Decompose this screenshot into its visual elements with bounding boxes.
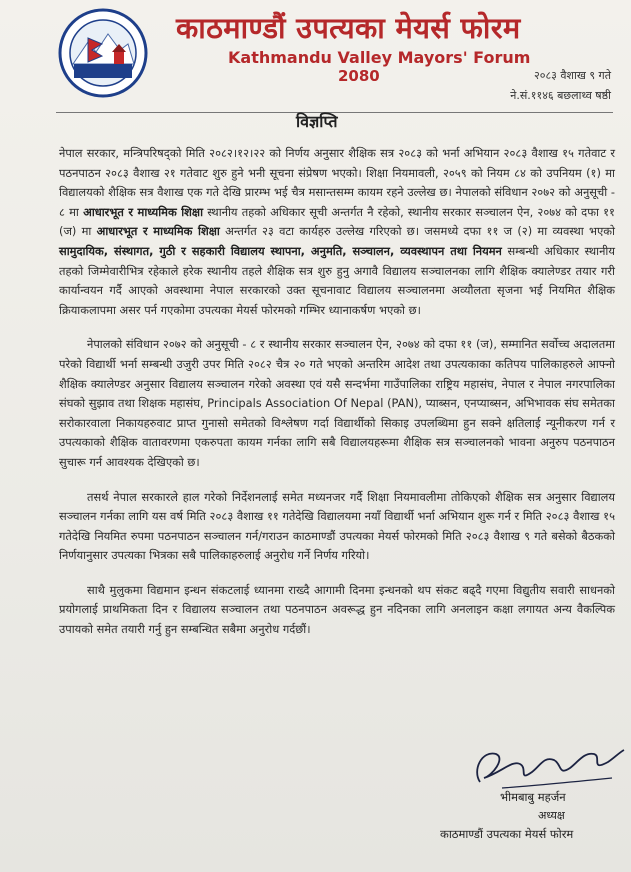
paragraph-3: तसर्थ नेपाल सरकारले हाल गरेको निर्देशनलाई समेत मध्यनजर गर्दै शिक्षा नियमावलीमा तोकिएको शैक्षिक सत्र अनुसार विद्यालय सञ्चालन गर्नका लागि यस वर्ष मिति २०८३ वैशाख ११ गतेदेखि विद्यालयमा नयाँ विद्यार्थी भर्ना अभियान शुरू गर्न र मिति २०८३ वैशाख १५ गतेदेखि नियमित रुपमा पठनपाठन सञ्चालन गर्न/गराउन काठमाण्डौं उपत्यका मेयर्स फोरमको मिति २०८३ वैशाख ९ गते बसेको बैठकको निर्णयानुसार उपत्यका भित्रका सबै पालिकाहरुलाई अनुरोध गर्ने निर्णय गरियो। [59, 489, 615, 563]
signatory-role: अध्यक्ष [538, 809, 565, 822]
letter-body [59, 144, 615, 655]
date-nepal-sambat: ने.सं.११४६ बछलाथ्व षष्ठी [510, 89, 611, 102]
paragraph-4: साथै मुलुकमा विद्यमान इन्धन संकटलाई ध्यानमा राख्दै आगामी दिनमा इन्धनको थप संकट बढ्दै गएमा विद्युतीय सवारी साधनको प्रयोगलाई प्राथमिकता दिन र विद्यालय सञ्चालन तथा पठनपाठन अवरूद्ध हुन नदिनका लागि अनलाइन कक्षा लगायत अन्य वैकल्पिक उपायको समेत तयारी गर्नु हुन सम्बन्धित सबैमा अनुरोध गर्दछौं। [59, 582, 615, 637]
signatory-name: भीमबाबु महर्जन [500, 790, 566, 804]
handwritten-signature [462, 742, 627, 794]
signatory-organization: काठमाण्डौं उपत्यका मेयर्स फोरम [440, 827, 574, 841]
organization-title-nepali: काठमाण्डौं उपत्यका मेयर्स फोरम [176, 11, 521, 45]
press-release-heading: विज्ञप्ति [296, 112, 338, 131]
organization-title-english: Kathmandu Valley Mayors' Forum [228, 48, 531, 67]
forum-logo-icon [58, 8, 148, 98]
paragraph-1: नेपाल सरकार, मन्त्रिपरिषद्को मिति २०८२।१२।२२ को निर्णय अनुसार शैक्षिक सत्र २०८३ को भर्ना अभियान २०८३ वैशाख १५ गतेवाट र पठनपाठन २०८३ वैशाख २१ गतेवाट शुरु हुने भनी सूचना संप्रेषण भएको। शिक्षा नियमावली, २०५९ को नियम ८४ को उपनियम (१) मा विद्यालयको शैक्षिक सत्र वैशाख एक गते देखि प्रारम्भ भई चैत्र मसान्तसम्म कायम रहने उल्लेख छ। नेपालको संविधान २०७२ को अनुसूची - ८ मा आधारभूत र माध्यमिक शिक्षा स्थानीय तहको अधिकार सूची अन्तर्गत नै रहेको, स्थानीय सरकार सञ्चालन ऐन, २०७४ को दफा ११ (ज) मा आधारभूत र माध्यमिक शिक्षा अन्तर्गत २३ वटा कार्यहरु उल्लेख गरिएको छ। जसमध्ये दफा ११ ज (२) मा व्यवस्था भएको सामुदायिक, संस्थागत, गुठी र सहकारी विद्यालय स्थापना, अनुमति, सञ्चालन, व्यवस्थापन तथा नियमन सम्बन्धी अधिकार स्थानीय तहको जिम्मेवारीभित्र रहेकाले हरेक स्थानीय तहले शैक्षिक सत्र शुरु हुनु अगावै विद्यालय सञ्चालनका लागि शैक्षिक क्यालेण्डर तयार गरी कार्यान्वयन गर्दै आएको अवस्थामा नेपाल सरकारको उक्त सूचनावाट विद्यालय सञ्चालनमा अव्यौलता सृजना भई नियमित शैक्षिक क्रियाकलापमा असर पर्न गएकोमा उपत्यका मेयर्स फोरमको गम्भिर ध्यानाकर्षण भएको छ। [59, 146, 615, 317]
year-label: 2080 [338, 67, 380, 85]
date-bikram-sambat: २०८३ वैशाख ९ गते [534, 69, 611, 82]
paragraph-2: नेपालको संविधान २०७२ को अनुसूची - ८ र स्थानीय सरकार सञ्चालन ऐन, २०७४ को दफा ११ (ज), सम्मानित सर्वोच्च अदालतमा परेको विद्यार्थी भर्ना सम्बन्धी उजुरी उपर मिति २०८२ चैत्र २० गते भएको अन्तरिम आदेश तथा उपत्यकाका कतिपय पालिकाहरुले आफ्नो शैक्षिक क्यालेण्डर अनुसार विद्यालय सञ्चालन गरेको अवस्था एवं यसै सन्दर्भमा गाउँपालिका राष्ट्रिय महासंघ, नेपाल र नेपाल नगरपालिका संघको सुझाव तथा शिक्षक महासंघ, Principals Association Of Nepal (PAN), प्याब्सन, एनप्याब्सन, अभिभावक संघ समेतका सरोकारवाला निकायहरुवाट प्राप्त गुनासो समेतको विश्लेषण गर्दा विद्यार्थीको सिकाइ उपलब्धिमा हुन सक्ने क्षतिलाई न्यूनीकरण गर्न र उपत्यकाको शैक्षिक वातावरणमा एकरुपता कायम गर्नका लागि सबै विद्यालयहरूमा शैक्षिक सत्र सञ्चालनको भावना अनुरुप पठनपाठन सुचारू गर्न आवश्यक देखिएको छ। [59, 337, 615, 469]
